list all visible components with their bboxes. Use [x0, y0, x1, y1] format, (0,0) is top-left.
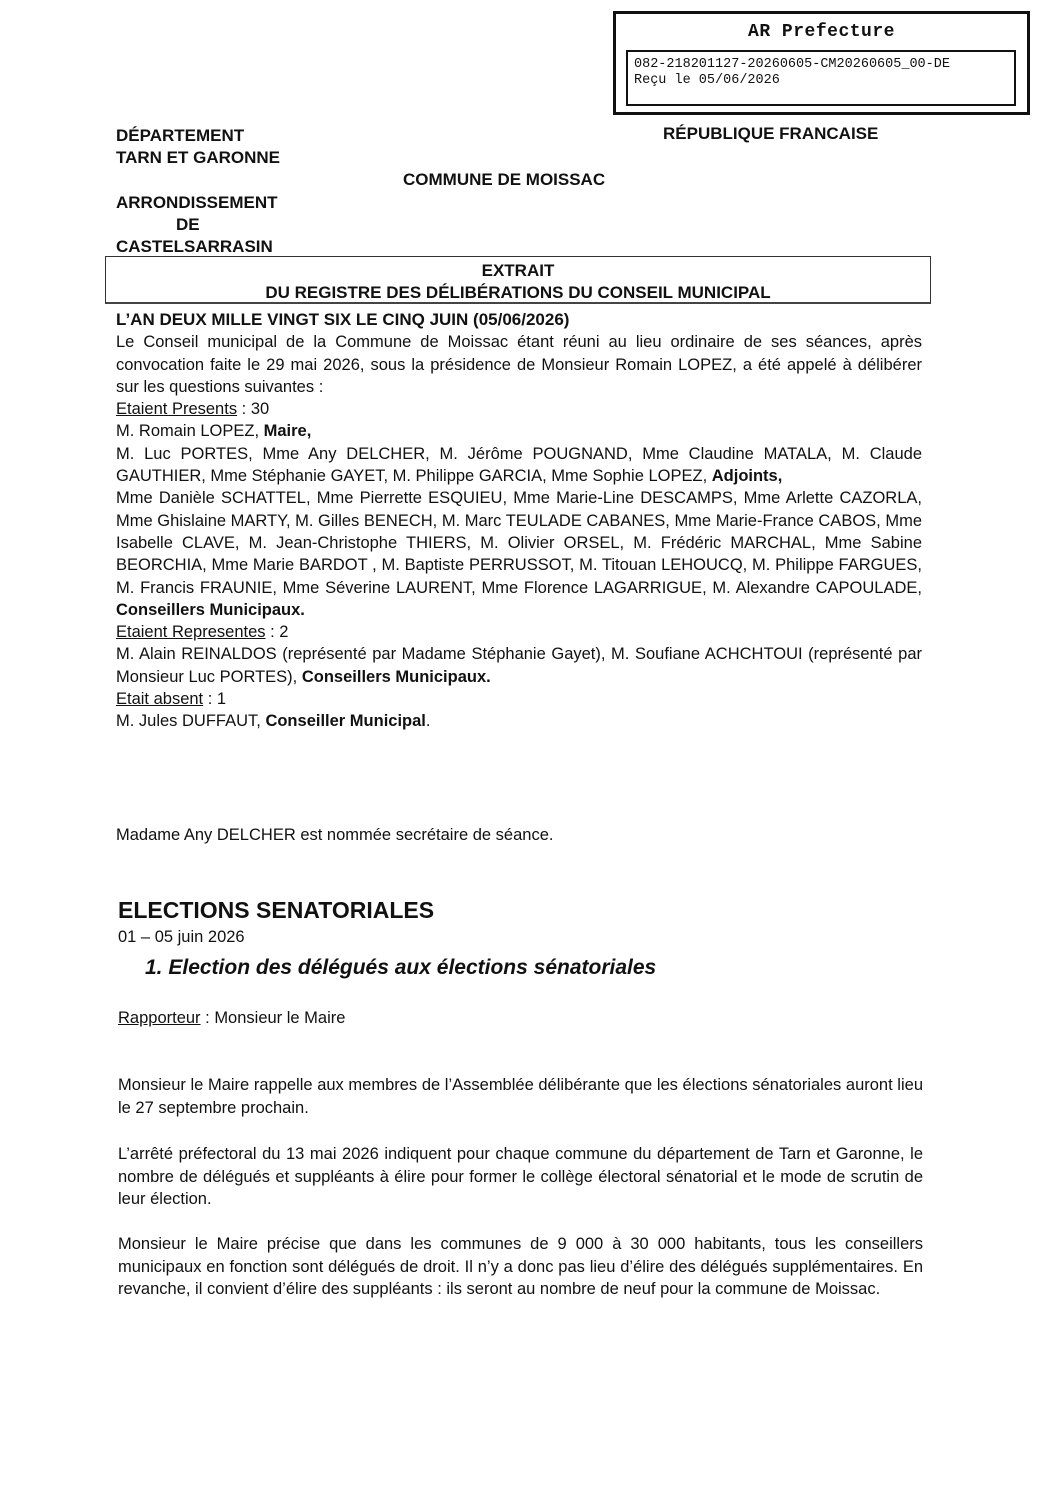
secretaire-line: Madame Any DELCHER est nommée secrétaire de séance. [116, 826, 554, 844]
stamp-reference: 082-218201127-20260605-CM20260605_00-DE [634, 57, 950, 72]
conseillers-paragraph [116, 487, 922, 621]
representes-names: M. Alain REINALDOS (représenté par Madame Stéphanie Gayet), M. Soufiane ACHCHTOUI (représenté par Monsieur Luc PORTES), [116, 645, 922, 686]
representes-title: Conseillers Municipaux. [301, 667, 491, 686]
extrait-banner [105, 256, 931, 304]
adjoints-paragraph [116, 443, 922, 488]
session-date-line: L’AN DEUX MILLE VINGT SIX LE CINQ JUIN (05/06/2026) [116, 310, 570, 329]
departement-header [116, 125, 280, 169]
absent-title: Conseiller Municipal [265, 712, 426, 731]
session-body [116, 309, 922, 733]
paragraph-arrete-prefectoral: L’arrêté préfectoral du 13 mai 2026 indiquent pour chaque commune du département de Tarn et Garonne, le nombre de délégués et suppléants à élire pour former le collège électoral sénatorial et le mode de scrutin de leur élection. [118, 1145, 923, 1208]
conseillers-title: Conseillers Municipaux. [116, 600, 305, 619]
rapporteur-label: Rapporteur [118, 1009, 201, 1027]
maire-name: M. Romain LOPEZ, [116, 422, 264, 441]
absent-line [116, 688, 922, 710]
stamp-received-date: Reçu le 05/06/2026 [634, 73, 780, 88]
extrait-title: EXTRAIT [481, 261, 555, 280]
presents-count: : 30 [237, 400, 270, 419]
extrait-subtitle: DU REGISTRE DES DÉLIBÉRATIONS DU CONSEIL MUNICIPAL [265, 283, 771, 302]
maire-title: Maire, [263, 422, 312, 441]
representes-count: : 2 [265, 623, 289, 642]
representes-label: Etaient Representes [116, 623, 266, 642]
prefecture-stamp [613, 11, 1030, 115]
stamp-details [626, 50, 1016, 106]
republique-header: RÉPUBLIQUE FRANCAISE [663, 124, 879, 143]
adjoints-names: M. Luc PORTES, Mme Any DELCHER, M. Jérôme POUGNAND, Mme Claudine MATALA, M. Claude GAUTHIER, Mme Stéphanie GAYET, M. Philippe GARCIA, Mme Sophie LOPEZ, [116, 444, 922, 486]
absent-end: . [425, 712, 431, 731]
arrondissement-de: DE [176, 215, 200, 234]
item-title: 1. Election des délégués aux élections sénatoriales [145, 956, 657, 979]
absent-paragraph [116, 710, 922, 732]
rapporteur-line [118, 1009, 345, 1028]
presents-label: Etaient Presents [116, 400, 238, 419]
adjoints-title: Adjoints, [711, 467, 783, 486]
session-intro: Le Conseil municipal de la Commune de Moissac étant réuni au lieu ordinaire de ses séances, après convocation faite le 29 mai 2026, sous la présidence de Monsieur Romain LOPEZ, a été appelé à délibérer sur les questions suivantes : [116, 333, 922, 396]
rapporteur-value: : Monsieur le Maire [200, 1009, 346, 1027]
paragraph-suppleants: Monsieur le Maire précise que dans les communes de 9 000 à 30 000 habitants, tous les conseillers municipaux en fonction sont délégués de droit. Il n’y a donc pas lieu d’élire des délégués supplémentaires. En revanche, il convient d’élire des suppléants : ils seront au nombre de neuf pour la commune de Moissac. [118, 1235, 923, 1298]
absent-label: Etait absent [116, 690, 204, 709]
stamp-title: AR Prefecture [748, 22, 895, 42]
paragraph-elections-date: Monsieur le Maire rappelle aux membres de l’Assemblée délibérante que les élections sénatoriales auront lieu le 27 septembre prochain. [118, 1076, 923, 1117]
absent-name: M. Jules DUFFAUT, [116, 712, 266, 731]
section-title: ELECTIONS SENATORIALES [118, 897, 435, 923]
absent-count: : 1 [203, 690, 227, 709]
departement-name: TARN ET GARONNE [116, 148, 281, 167]
departement-label: DÉPARTEMENT [116, 126, 245, 145]
arrondissement-header [116, 192, 278, 258]
representes-paragraph [116, 643, 922, 688]
representes-line [116, 621, 922, 643]
presents-line [116, 398, 922, 420]
maire-line [116, 420, 922, 442]
conseillers-names: Mme Danièle SCHATTEL, Mme Pierrette ESQUIEU, Mme Marie-Line DESCAMPS, Mme Arlette CAZORLA, Mme Ghislaine MARTY, M. Gilles BENECH, M. Marc TEULADE CABANES, Mme Marie-France CABOS, Mme Isabelle CLAVE, M. Jean-Christophe THIERS, M. Olivier ORSEL, M. Frédéric MARCHAL, Mme Sabine BEORCHIA, Mme Marie BARDOT , M. Baptiste PERRUSSOT, M. Titouan LEHOUCQ, M. Philippe FARGUES, M. Francis FRAUNIE, Mme Séverine LAURENT, Mme Florence LAGARRIGUE, M. Alexandre CAPOULADE, [116, 489, 922, 597]
section-date: 01 – 05 juin 2026 [118, 928, 245, 946]
commune-header: COMMUNE DE MOISSAC [403, 170, 606, 189]
arrondissement-name: CASTELSARRASIN [116, 237, 273, 256]
arrondissement-label: ARRONDISSEMENT [116, 193, 278, 212]
